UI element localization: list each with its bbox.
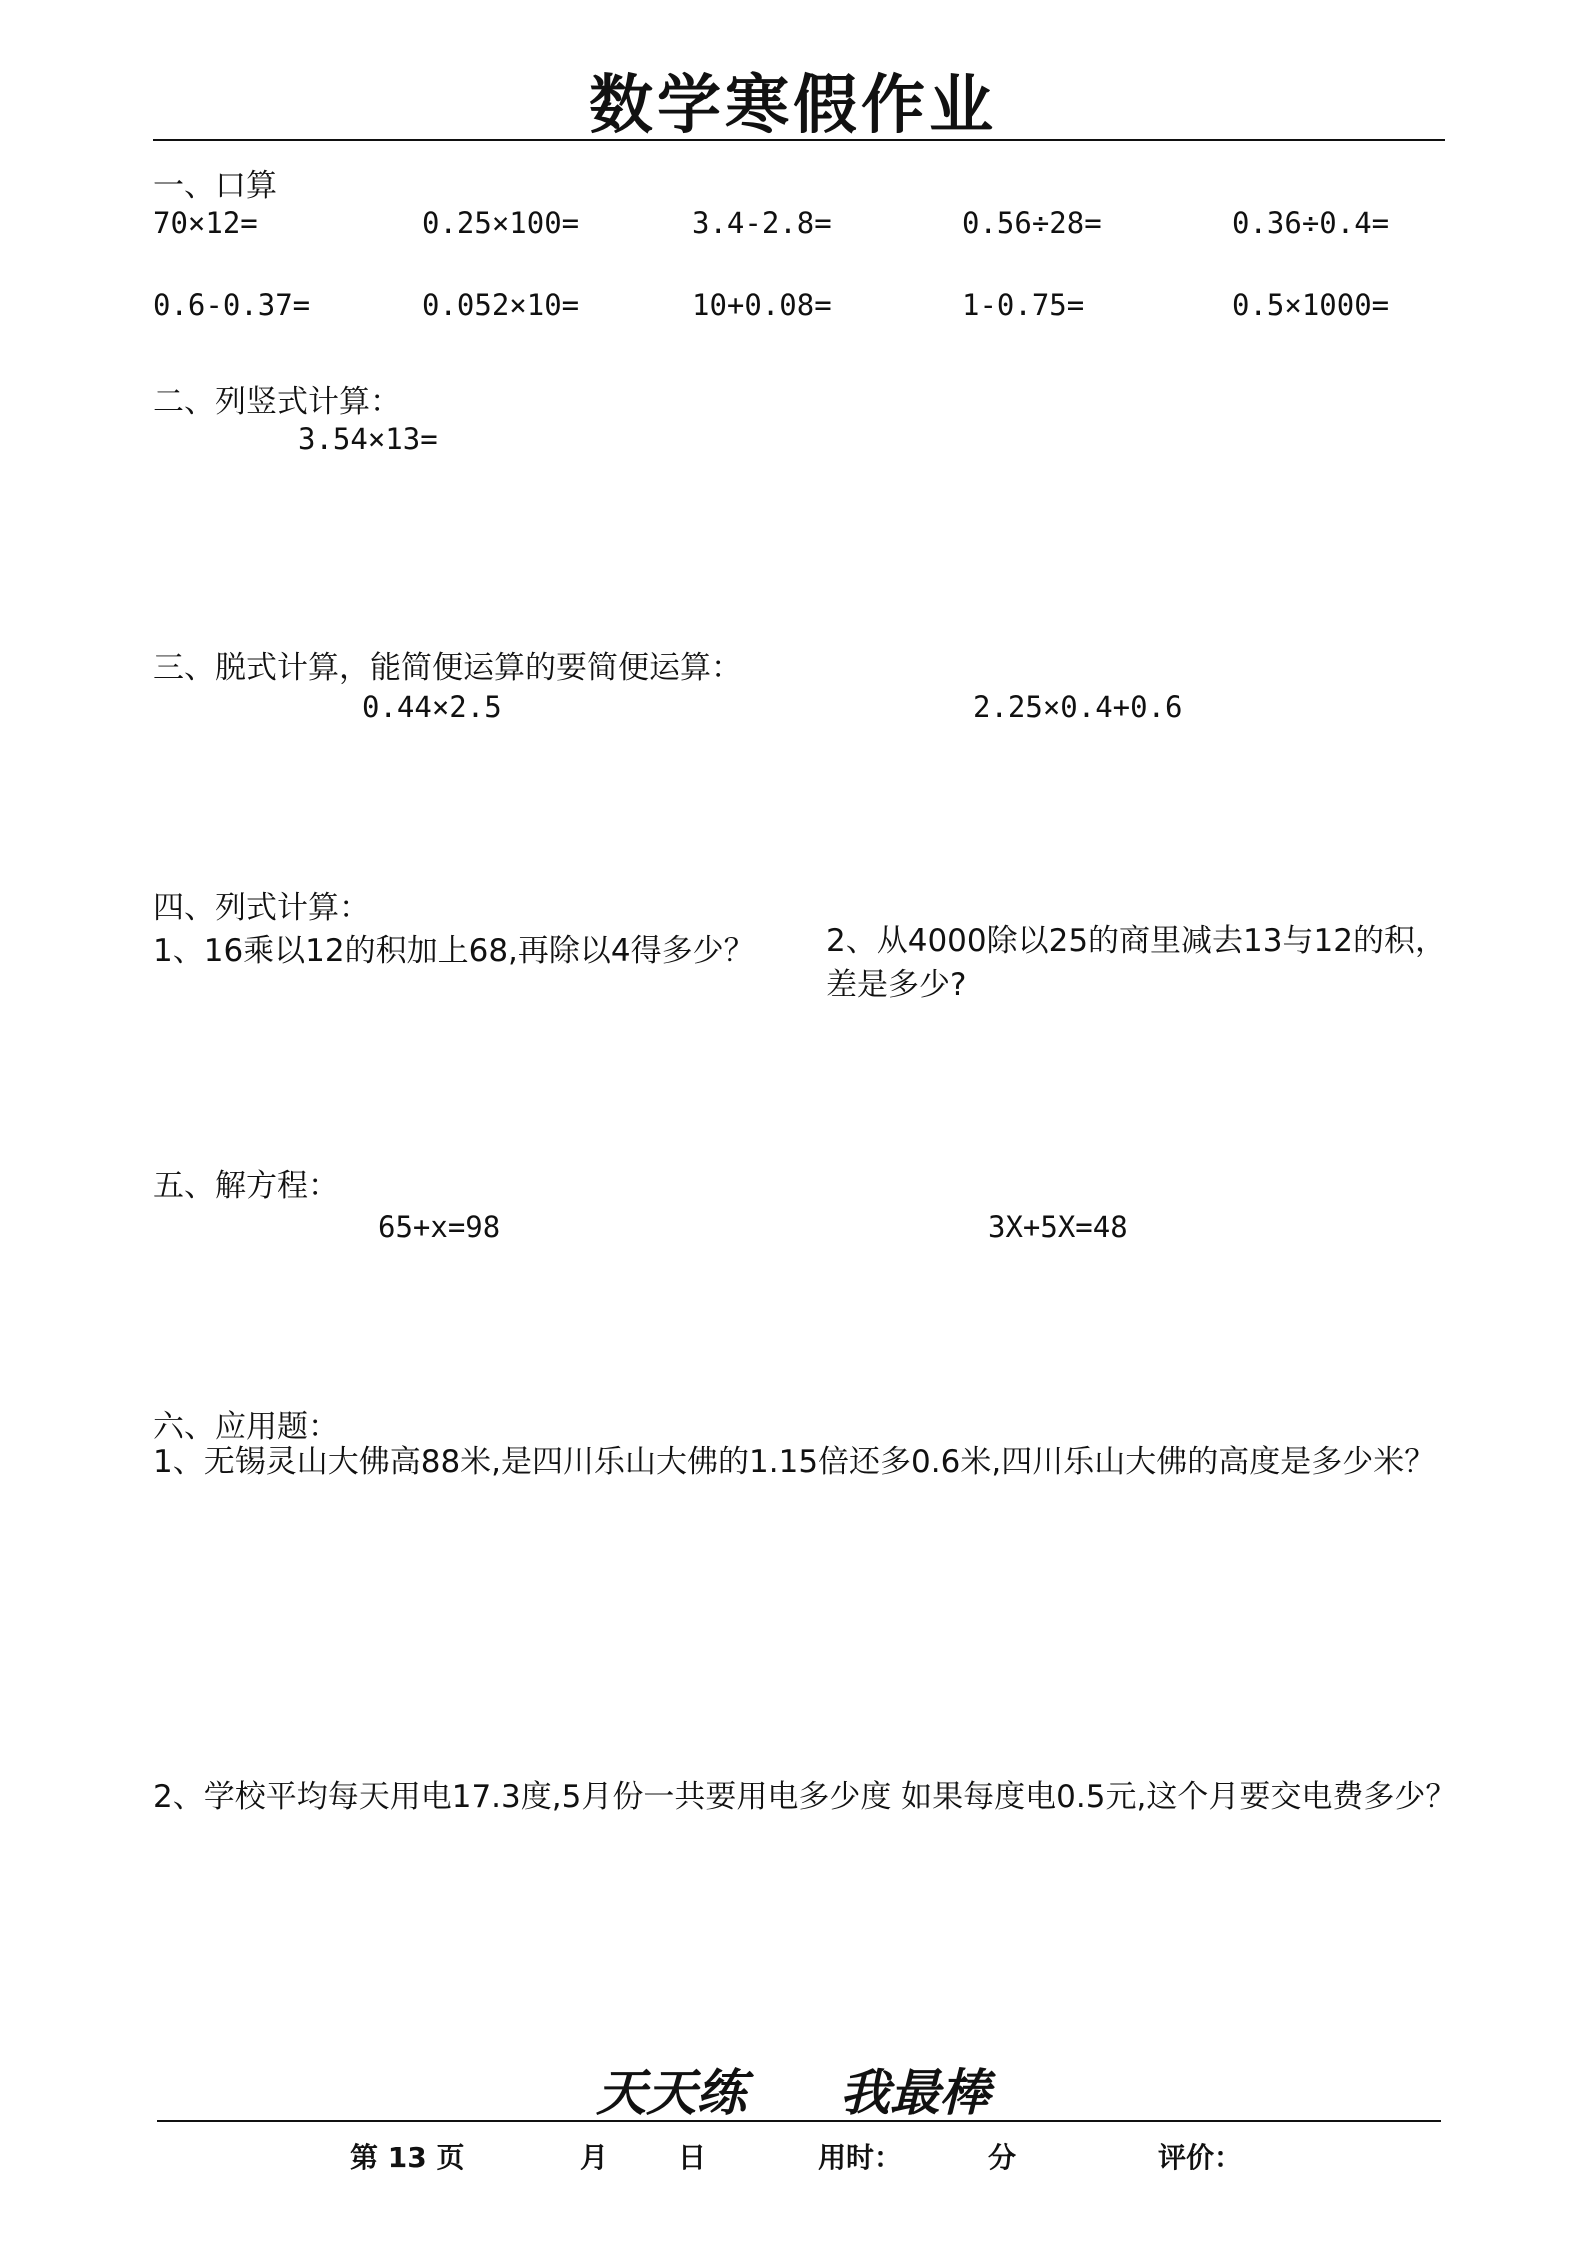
stepwise-problem: 2.25×0.4+0.6 [973, 690, 1183, 724]
stepwise-problem: 0.44×2.5 [362, 690, 502, 724]
oral-problem: 1-0.75= [962, 288, 1085, 322]
page-title: 数学寒假作业 [589, 69, 997, 143]
oral-problem: 70×12= [153, 206, 258, 240]
section-4-heading: 四、列式计算： [153, 890, 370, 926]
section-1-heading: 一、口算 [153, 168, 277, 204]
word-expression-2: 2、从4000除以25的商里减去13与12的积，差是多少? [826, 923, 1446, 1003]
section-5-heading: 五、解方程： [153, 1168, 339, 1204]
rating-label: 评价： [1158, 2141, 1243, 2174]
time-spent-label: 用时： [818, 2141, 903, 2174]
motto [0, 2053, 1586, 2125]
section-3-heading: 三、脱式计算，能简便运算的要简便运算： [153, 650, 742, 686]
motto-phrase: 天天练 [596, 2063, 747, 2122]
word-expression-1: 1、16乘以12的积加上68,再除以4得多少？ [153, 933, 755, 969]
title-divider [153, 139, 1445, 141]
section-2-heading: 二、列竖式计算： [153, 384, 401, 420]
application-problem-1: 1、无锡灵山大佛高88米,是四川乐山大佛的1.15倍还多0.6米,四川乐山大佛的高度是多少米？ [153, 1444, 1436, 1480]
footer-divider [157, 2120, 1441, 2122]
day-label: 日 [678, 2141, 707, 2174]
motto-phrase: 我最棒 [839, 2063, 990, 2122]
oral-problem: 3.4-2.8= [692, 206, 832, 240]
oral-problem: 0.052×10= [422, 288, 580, 322]
oral-problem: 0.25×100= [422, 206, 580, 240]
oral-problem: 0.5×1000= [1232, 288, 1390, 322]
oral-problem: 0.36÷0.4= [1232, 206, 1390, 240]
oral-problem: 0.56÷28= [962, 206, 1102, 240]
application-problem-2: 2、学校平均每天用电17.3度,5月份一共要用电多少度 如果每度电0.5元,这个月要交电费多少？ [153, 1779, 1457, 1815]
equation: 65+x=98 [378, 1210, 501, 1244]
minute-label: 分 [988, 2141, 1017, 2174]
page-number: 第 13 页 [350, 2141, 465, 2174]
vertical-calc-problem: 3.54×13= [298, 422, 438, 456]
oral-problem: 0.6-0.37= [153, 288, 311, 322]
equation: 3X+5X=48 [988, 1210, 1128, 1244]
section-6-heading: 六、应用题： [153, 1409, 339, 1445]
oral-problem: 10+0.08= [692, 288, 832, 322]
month-label: 月 [580, 2141, 609, 2174]
